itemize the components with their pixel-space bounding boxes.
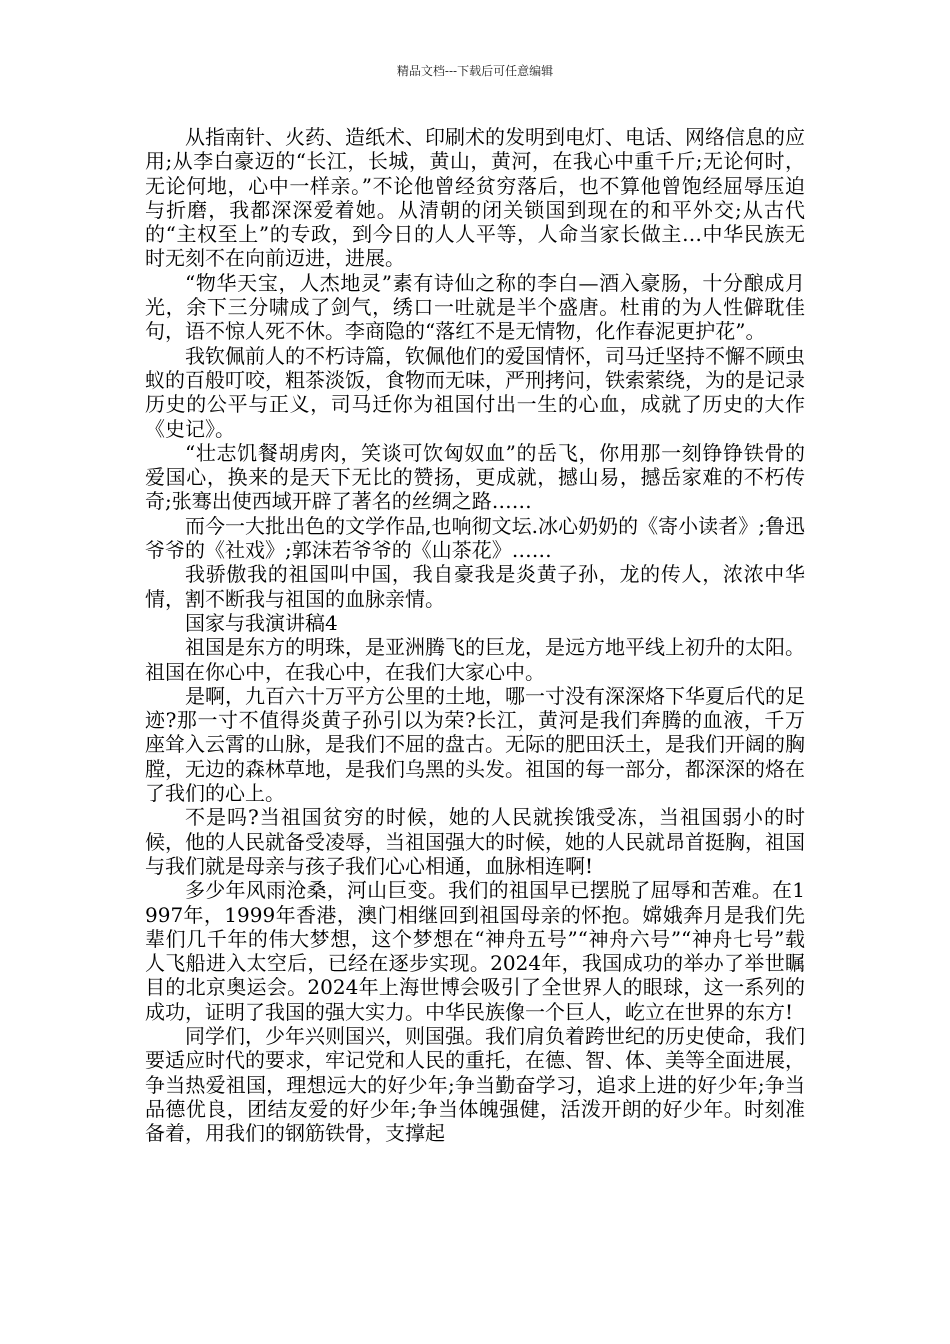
section-heading: 国家与我演讲稿4 xyxy=(185,610,338,635)
page-header: 精品文档---下载后可任意编辑 xyxy=(396,64,554,78)
paragraph: 是啊，九百六十万平方公里的土地，哪一寸没有深深烙下华夏后代的足迹?那一寸不值得炎黄子孙引以为荣?长江，黄河是我们奔腾的血液，千万座耸入云霄的山脉，是我们不屈的盘古。无际的肥田沃土，是我们开阔的胸膛，无边的森林草地，是我们乌黑的头发。祖国的每一部分，都深深的烙在了我们的心上。 xyxy=(145,683,805,806)
paragraph: 多少年风雨沧桑，河山巨变。我们的祖国早已摆脱了屈辱和苦难。在1997年，1999年香港，澳门相继回到祖国母亲的怀抱。嫦娥奔月是我们先辈们几千年的伟大梦想，这个梦想在“神舟五号”“神舟六号”“神舟七号”载人飞船进入太空后，已经在逐步实现。2024年，我国成功的举办了举世瞩目的北京奥运会。2024年上海世博会吸引了全世界人的眼球，这一系列的成功，证明了我国的强大实力。中华民族像一个巨人，屹立在世界的东方! xyxy=(145,878,805,1024)
paragraph: 同学们，少年兴则国兴，则国强。我们肩负着跨世纪的历史使命，我们要适应时代的要求，牢记党和人民的重托，在德、智、体、美等全面进展，争当热爱祖国，理想远大的好少年;争当勤奋学习，追求上进的好少年;争当品德优良，团结友爱的好少年;争当体魄强健，活泼开朗的好少年。时刻准备着，用我们的钢筋铁骨，支撑起 xyxy=(145,1023,805,1146)
paragraph: 祖国是东方的明珠，是亚洲腾飞的巨龙，是远方地平线上初升的太阳。祖国在你心中，在我心中，在我们大家心中。 xyxy=(145,635,805,684)
paragraph: “物华天宝，人杰地灵”素有诗仙之称的李白—酒入豪肠，十分酿成月光，余下三分啸成了剑气，绣口一吐就是半个盛唐。杜甫的为人性僻耽佳句，语不惊人死不休。李商隐的“落红不是无情物，化作春泥更护花”。 xyxy=(145,270,805,344)
paragraph: 从指南针、火药、造纸术、印刷术的发明到电灯、电话、网络信息的应用;从李白豪迈的“长江，长城，黄山，黄河，在我心中重千斤;无论何时，无论何地，心中一样亲。”不论他曾经贫穷落后，也不算他曾饱经屈辱压迫与折磨，我都深深爱着她。从清朝的闭关锁国到现在的和平外交;从古代的“主权至上”的专政，到今日的人人平等，人命当家长做主…中华民族无时无刻不在向前迈进，进展。 xyxy=(145,125,805,271)
document-body xyxy=(145,125,805,1145)
paragraph: 不是吗?当祖国贫穷的时候，她的人民就挨饿受冻，当祖国弱小的时候，他的人民就备受凌辱，当祖国强大的时候，她的人民就昂首挺胸，祖国与我们就是母亲与孩子我们心心相通，血脉相连啊! xyxy=(145,805,805,878)
paragraph: 我骄傲我的祖国叫中国，我自豪我是炎黄子孙，龙的传人，浓浓中华情，割不断我与祖国的血脉亲情。 xyxy=(145,562,805,611)
paragraph: 我钦佩前人的不朽诗篇，钦佩他们的爱国情怀，司马迁坚持不懈不顾虫蚁的百般叮咬，粗茶淡饭，食物而无味，严刑拷问，铁索萦绕，为的是记录历史的公平与正义，司马迁你为祖国付出一生的心血，成就了历史的大作《史记》。 xyxy=(145,343,805,441)
paragraph: 而今一大批出色的文学作品,也响彻文坛.冰心奶奶的《寄小读者》;鲁迅爷爷的《社戏》;郭沫若爷爷的《山茶花》…… xyxy=(145,513,805,563)
paragraph: “壮志饥餐胡虏肉，笑谈可饮匈奴血”的岳飞，你用那一刻铮铮铁骨的爱国心，换来的是天下无比的赞扬，更成就，撼山易，撼岳家难的不朽传奇;张骞出使西域开辟了著名的丝绸之路…… xyxy=(145,440,805,514)
